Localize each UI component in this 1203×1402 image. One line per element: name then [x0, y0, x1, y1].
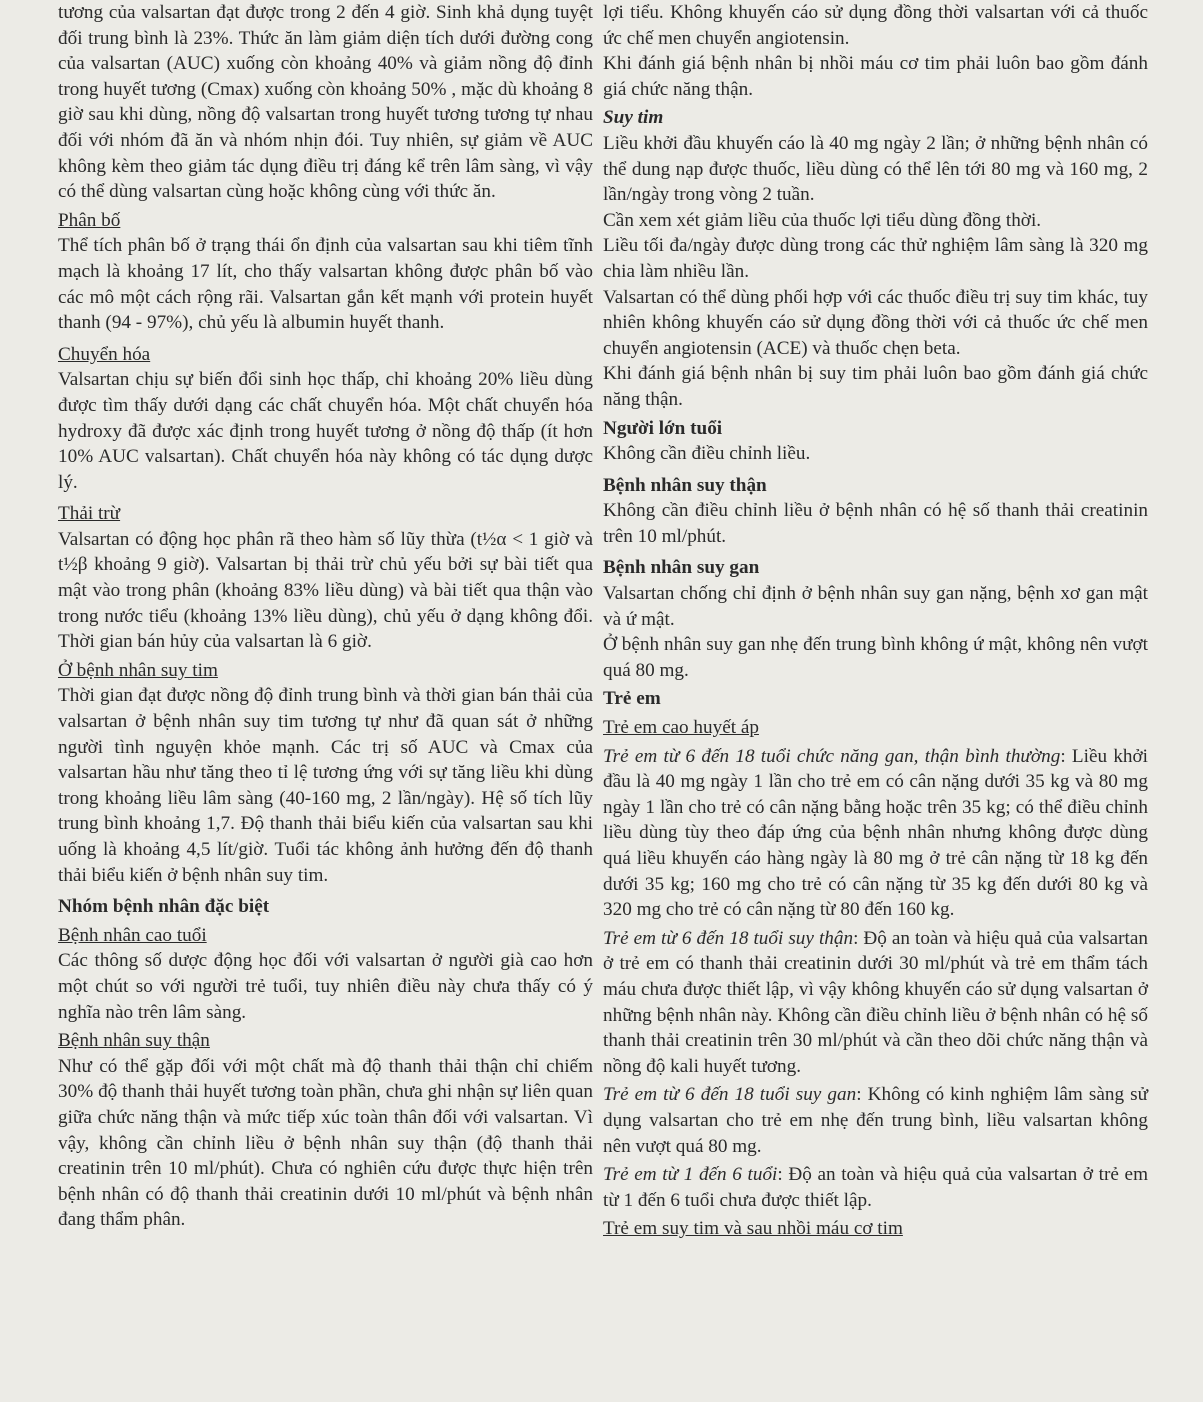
right-column — [603, 0, 1148, 1242]
paragraph-elimination: Valsartan có động học phân rã theo hàm số lũy thừa (t½α < 1 giờ và t½β khoảng 9 giờ). Valsartan bị thải trừ chủ yếu bởi sự bài tiết qua mật vào trong phân (khoảng 83% liều dùng) và bài tiết qua thận vào trong nước tiểu (khoảng 13% liều dùng), chủ yếu ở dạng không đổi. Thời gian bán hủy của valsartan là 6 giờ. — [58, 528, 593, 653]
paragraph-renal-patients: Không cần điều chỉnh liều ở bệnh nhân có hệ số thanh thải creatinin trên 10 ml/phút. — [603, 500, 1148, 547]
paragraph-children-hepatic — [603, 1082, 1148, 1159]
heading-heart-failure: Suy tim — [603, 107, 664, 129]
lead-children-renal: Trẻ em từ 6 đến 18 tuổi suy thận — [603, 927, 854, 949]
heading-elderly: Người lớn tuổi — [603, 417, 723, 439]
left-column — [58, 0, 593, 1233]
heading-heart-failure-patients: Ở bệnh nhân suy tim — [58, 659, 218, 681]
paragraph-hf-max-dose: Liều tối đa/ngày được dùng trong các thử nghiệm lâm sàng là 320 mg chia làm nhiều lần. — [603, 235, 1148, 282]
lead-children-1-6: Trẻ em từ 1 đến 6 tuổi — [603, 1164, 778, 1186]
paragraph-hf-diuretic: Cần xem xét giảm liều của thuốc lợi tiểu dùng đồng thời. — [603, 209, 1042, 231]
text-children-hepatic: : Không có kinh nghiệm lâm sàng sử dụng valsartan cho trẻ em nhẹ đến trung bình, liều valsartan không nên vượt quá 80 mg. — [603, 1084, 1148, 1157]
paragraph-children-normal-function — [603, 744, 1148, 923]
heading-renal-patients: Bệnh nhân suy thận — [603, 474, 767, 496]
heading-elimination: Thải trừ — [58, 503, 121, 525]
paragraph-hf-combination: Valsartan có thể dùng phối hợp với các thuốc điều trị suy tim khác, tuy nhiên không khuyến cáo sử dụng đồng thời với cả thuốc ức chế men chuyển angiotensin (ACE) và thuốc chẹn beta. — [603, 286, 1148, 359]
heading-children: Trẻ em — [603, 688, 661, 710]
paragraph-heart-failure-patients: Thời gian đạt được nồng độ đỉnh trung bình và thời gian bán thải của valsartan ở bệnh nhân suy tim tương tự như đã quan sát ở những người tình nguyện khỏe mạnh. Các trị số AUC và Cmax của valsartan hầu như tăng theo tỉ lệ tương ứng với sự tăng liều khi dùng trong khoảng liều lâm sàng (40-160 mg, 2 lần/ngày). Hệ số tích lũy trung bình khoảng 1,7. Độ thanh thải biểu kiến của valsartan sau khi uống là khoảng 4,5 lít/giờ. Tuổi tác không ảnh hưởng đến độ thanh thải biểu kiến ở bệnh nhân suy tim. — [58, 685, 593, 886]
paragraph-elderly: Không cần điều chỉnh liều. — [603, 443, 811, 465]
paragraph-hepatic-mild: Ở bệnh nhân suy gan nhẹ đến trung bình không ứ mật, không nên vượt quá 80 mg. — [603, 634, 1148, 681]
paragraph-diuretic-note: lợi tiểu. Không khuyến cáo sử dụng đồng thời valsartan với cả thuốc ức chế men chuyển angiotensin. — [603, 2, 1148, 49]
paragraph-children-1-6 — [603, 1162, 1148, 1213]
paragraph-hf-renal-assessment: Khi đánh giá bệnh nhân bị suy tim phải luôn bao gồm đánh giá chức năng thận. — [603, 363, 1148, 410]
heading-metabolism: Chuyển hóa — [58, 343, 151, 365]
heading-distribution: Phân bố — [58, 209, 121, 231]
lead-children-hepatic: Trẻ em từ 6 đến 18 tuổi suy gan — [603, 1084, 857, 1106]
paragraph-hepatic-contraindication: Valsartan chống chỉ định ở bệnh nhân suy gan nặng, bệnh xơ gan mật và ứ mật. — [603, 583, 1148, 630]
heading-special-populations: Nhóm bệnh nhân đặc biệt — [58, 896, 270, 918]
paragraph-distribution: Thể tích phân bố ở trạng thái ổn định của valsartan sau khi tiêm tĩnh mạch là khoảng 17 lít, cho thấy valsartan không được phân bố vào các mô một cách rộng rãi. Valsartan gắn kết mạnh với protein huyết thanh (94 - 97%), chủ yếu là albumin huyết thanh. — [58, 235, 593, 334]
heading-children-heart-failure: Trẻ em suy tim và sau nhồi máu cơ tim — [603, 1218, 903, 1240]
heading-hepatic-patients: Bệnh nhân suy gan — [603, 557, 760, 579]
text-children-normal-function: : Liều khởi đầu là 40 mg ngày 1 lần cho trẻ em có cân nặng dưới 35 kg và 80 mg ngày 1 lần cho trẻ có cân nặng bằng hoặc trên 35 kg; có thể điều chỉnh liều dùng tùy theo đáp ứng của bệnh nhân nhưng không được dùng quá liều khuyến cáo hàng ngày là 80 mg ở trẻ cân nặng từ 18 kg đến dưới 35 kg; 160 mg cho trẻ có cân nặng từ 35 kg đến dưới 80 kg và 320 mg cho trẻ có cân nặng từ 80 đến 160 kg. — [603, 745, 1148, 921]
paragraph-absorption: tương của valsartan đạt được trong 2 đến 4 giờ. Sinh khả dụng tuyệt đối trung bình là 23%. Thức ăn làm giảm diện tích dưới đường cong của valsartan (AUC) xuống còn khoảng 40% và giảm nồng độ đỉnh trong huyết tương (Cmax) xuống còn khoảng 50% , mặc dù khoảng 8 giờ sau khi dùng, nồng độ valsartan trong huyết tương tương tự nhau đối với nhóm đã ăn và nhóm nhịn đói. Tuy nhiên, sự giảm về AUC không kèm theo giảm tác dụng điều trị đáng kể trên lâm sàng, vì vậy có thể dùng valsartan cùng hoặc không cùng với thức ăn. — [58, 2, 593, 203]
heading-children-hypertension: Trẻ em cao huyết áp — [603, 717, 759, 739]
paragraph-metabolism: Valsartan chịu sự biến đổi sinh học thấp, chỉ khoảng 20% liều dùng được tìm thấy dưới dạng các chất chuyển hóa. Một chất chuyển hóa hydroxy đã được xác định trong huyết tương ở nồng độ thấp (ít hơn 10% AUC valsartan). Chất chuyển hóa này không có tác dụng dược lý. — [58, 369, 593, 493]
heading-renal-impairment: Bệnh nhân suy thận — [58, 1030, 210, 1052]
paragraph-mi-renal-assessment: Khi đánh giá bệnh nhân bị nhồi máu cơ tim phải luôn bao gồm đánh giá chức năng thận. — [603, 53, 1148, 100]
lead-children-normal-function: Trẻ em từ 6 đến 18 tuổi chức năng gan, thận bình thường — [603, 745, 1061, 767]
text-children-renal: : Độ an toàn và hiệu quả của valsartan ở trẻ em có thanh thải creatinin dưới 30 ml/phút và trẻ em thẩm tách máu chưa được thiết lập, vì vậy không khuyến cáo sử dụng valsartan ở những bệnh nhân này. Không cần điều chỉnh liều ở bệnh nhân có hệ số thanh thải creatinin trên 30 ml/phút và cần theo dõi chức năng thận và nồng độ kali huyết tương. — [603, 927, 1148, 1077]
paragraph-hf-dose: Liều khởi đầu khuyến cáo là 40 mg ngày 2 lần; ở những bệnh nhân có thể dung nạp được thuốc, liều dùng có thể lên tới 80 mg và 160 mg, 2 lần/ngày trong vòng 2 tuần. — [603, 132, 1148, 206]
heading-elderly-patients: Bệnh nhân cao tuổi — [58, 924, 207, 946]
text-children-1-6: : Độ an toàn và hiệu quả của valsartan ở trẻ em từ 1 đến 6 tuổi chưa được thiết lập. — [603, 1164, 1148, 1211]
paragraph-elderly-patients: Các thông số dược động học đối với valsartan ở người già cao hơn một chút so với người trẻ tuổi, tuy nhiên điều này chưa thấy có ý nghĩa nào trên lâm sàng. — [58, 950, 593, 1023]
paragraph-children-renal — [603, 926, 1148, 1080]
paragraph-renal-impairment: Như có thể gặp đối với một chất mà độ thanh thải thận chỉ chiếm 30% độ thanh thải huyết tương toàn phần, chưa ghi nhận sự liên quan giữa chức năng thận và mức tiếp xúc toàn thân đối với valsartan. Vì vậy, không cần chỉnh liều ở bệnh nhân suy thận (độ thanh thải creatinin trên 10 ml/phút). Chưa có nghiên cứu được thực hiện trên bệnh nhân có độ thanh thải creatinin dưới 10 ml/phút và bệnh nhân đang thẩm phân. — [58, 1055, 593, 1231]
